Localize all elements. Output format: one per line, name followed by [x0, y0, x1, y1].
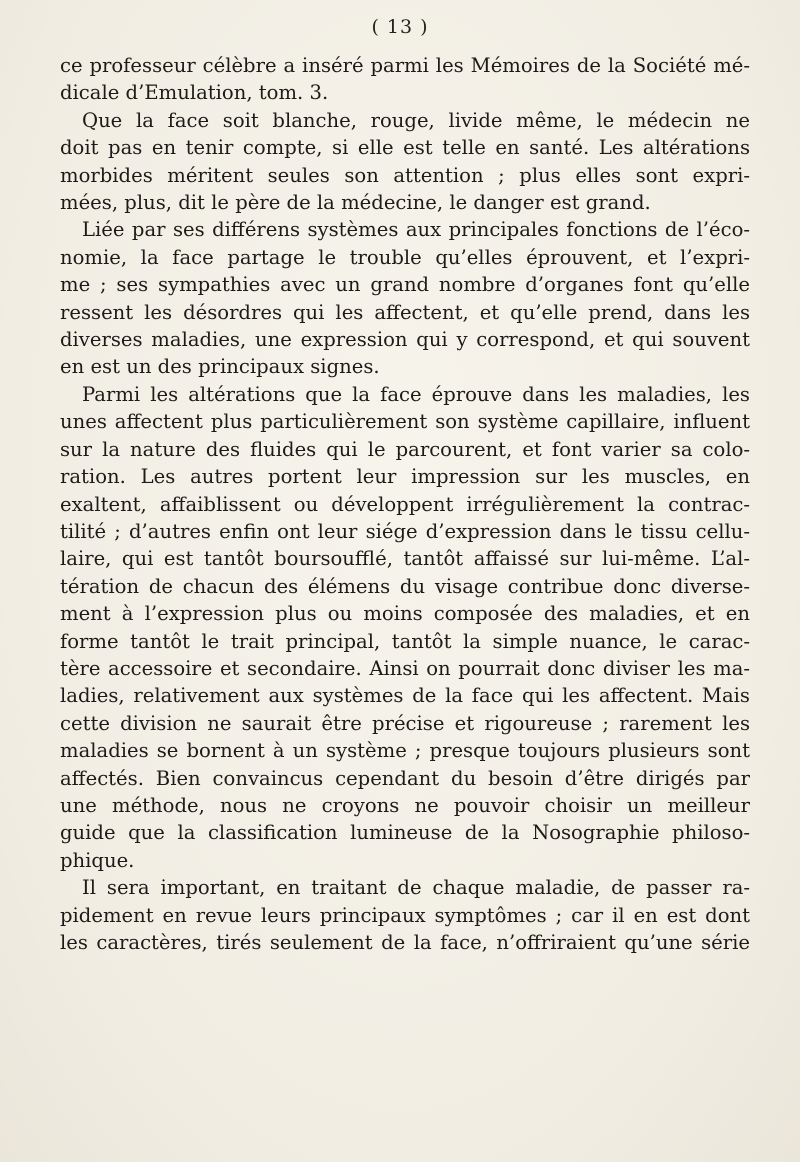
text-line: Il sera important, en traitant de chaque maladie, de passer ra- [82, 876, 750, 900]
text-line: nomie, la face partage le trouble qu’elles éprouvent, et l’expri- [60, 245, 750, 269]
paragraph [60, 216, 750, 380]
text-line: diverses maladies, une expression qui y correspond, et qui souvent [60, 328, 750, 352]
text-line: en est un des principaux signes. [60, 355, 380, 379]
text-line: tération de chacun des élémens du visage contribue donc diverse- [60, 574, 750, 598]
text-line: tilité ; d’autres enfin ont leur siége d’expression dans le tissu cellu- [60, 519, 750, 543]
text-line: ressent les désordres qui les affectent, et qu’elle prend, dans les [60, 300, 750, 324]
text-line: Parmi les altérations que la face éprouve dans les maladies, les [82, 382, 750, 406]
page-number: ( 13 ) [371, 16, 429, 38]
text-line: ment à l’expression plus ou moins composée des maladies, et en [60, 602, 750, 626]
text-line: pidement en revue leurs principaux symptômes ; car il en est dont [60, 903, 750, 927]
text-line: Que la face soit blanche, rouge, livide même, le médecin ne [82, 108, 750, 132]
text-line: morbides méritent seules son attention ; plus elles sont expri- [60, 163, 750, 187]
text-line: guide que la classification lumineuse de la Nosographie philoso- [60, 821, 750, 845]
text-line: doit pas en tenir compte, si elle est telle en santé. Les altérations [60, 136, 750, 160]
paragraph [60, 107, 750, 217]
text-line: unes affectent plus particulièrement son système capillaire, influent [60, 410, 750, 434]
text-line: me ; ses sympathies avec un grand nombre d’organes font qu’elle [60, 273, 750, 297]
text-line: ration. Les autres portent leur impression sur les muscles, en [60, 465, 750, 489]
paragraph [60, 52, 750, 107]
text-line: les caractères, tirés seulement de la face, n’offriraient qu’une série [60, 931, 750, 954]
text-line: ce professeur célèbre a inséré parmi les Mémoires de la Société mé- [60, 54, 750, 77]
text-line: maladies se bornent à un système ; presque toujours plusieurs sont [60, 739, 750, 763]
text-line: Liée par ses différens systèmes aux principales fonctions de l’éco- [82, 218, 750, 242]
paragraph [60, 381, 750, 874]
text-line: mées, plus, dit le père de la médecine, le danger est grand. [60, 191, 651, 215]
text-line: phique. [60, 848, 135, 872]
text-line: exaltent, affaiblissent ou développent irrégulièrement la contrac- [60, 492, 750, 516]
text-line: laire, qui est tantôt boursoufflé, tantôt affaissé sur lui-même. L’al- [60, 547, 750, 571]
text-line: dicale d’Emulation, tom. 3. [60, 81, 329, 105]
text-line: affectés. Bien convaincus cependant du besoin d’être dirigés par [60, 766, 750, 790]
paragraph [60, 874, 750, 956]
text-line: ladies, relativement aux systèmes de la face qui les affectent. Mais [60, 684, 750, 708]
text-line: tère accessoire et secondaire. Ainsi on pourrait donc diviser les ma- [60, 656, 750, 680]
text-line: forme tantôt le trait principal, tantôt la simple nuance, le carac- [60, 629, 750, 653]
text-line: une méthode, nous ne croyons ne pouvoir choisir un meilleur [60, 793, 750, 817]
text-line: sur la nature des fluides qui le parcourent, et font varier sa colo- [60, 437, 750, 461]
body-text [60, 52, 750, 956]
text-line: cette division ne saurait être précise et rigoureuse ; rarement les [60, 711, 750, 735]
